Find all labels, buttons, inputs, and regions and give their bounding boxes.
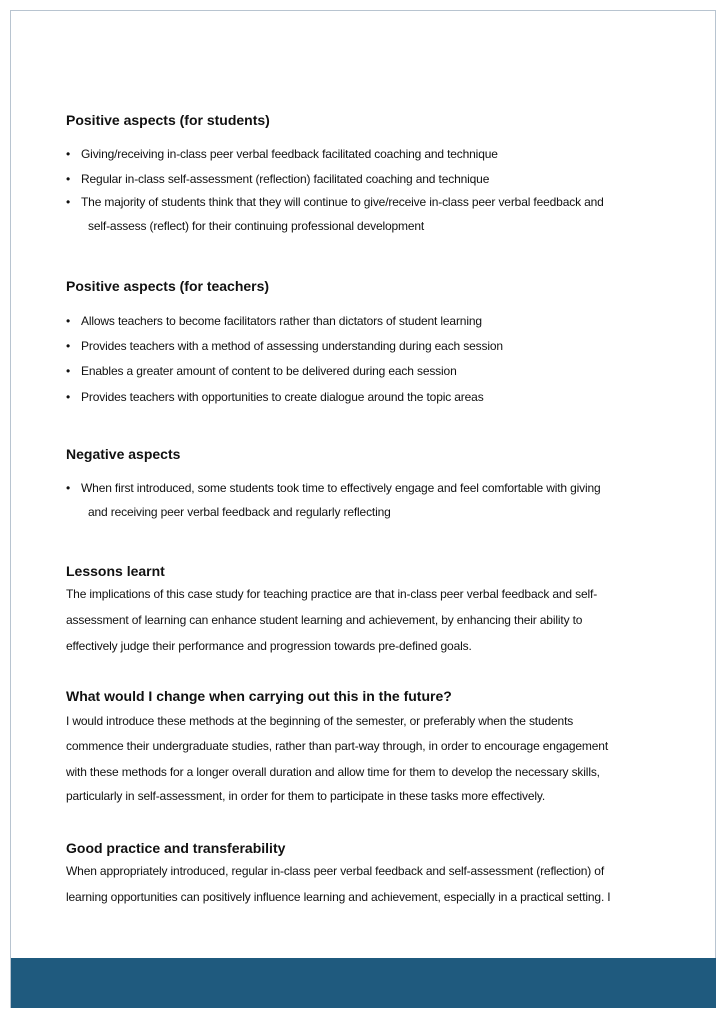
paragraph-line: particularly in self-assessment, in order for them to participate in these tasks more effectively. [66, 789, 546, 803]
bullet-mark: • [66, 172, 71, 186]
bullet-mark: • [66, 314, 71, 328]
paragraph-line: learning opportunities can positively influence learning and achievement, especially in a practical setting. I [66, 890, 611, 904]
paragraph-line: The implications of this case study for teaching practice are that in-class peer verbal feedback and self- [66, 587, 598, 601]
paragraph-line: with these methods for a longer overall duration and allow time for them to develop the necessary skills, [66, 765, 600, 779]
heading-negative-aspects: Negative aspects [66, 446, 181, 462]
heading-lessons-learnt: Lessons learnt [66, 563, 165, 579]
heading-positive-students: Positive aspects (for students) [66, 112, 270, 128]
paragraph-line: effectively judge their performance and progression towards pre-defined goals. [66, 639, 472, 653]
footer-band [11, 958, 716, 1008]
list-item-continuation: and receiving peer verbal feedback and regularly reflecting [88, 505, 391, 519]
bullet-mark: • [66, 481, 71, 495]
paragraph-line: When appropriately introduced, regular in-class peer verbal feedback and self-assessment (reflection) of [66, 864, 605, 878]
bullet-mark: • [66, 339, 71, 353]
heading-positive-teachers: Positive aspects (for teachers) [66, 278, 270, 294]
paragraph-line: commence their undergraduate studies, rather than part-way through, in order to encourage engagement [66, 739, 609, 753]
bullet-mark: • [66, 364, 71, 378]
bullet-mark: • [66, 390, 71, 404]
heading-what-would-i-change: What would I change when carrying out this in the future? [66, 688, 452, 704]
paragraph-line: I would introduce these methods at the beginning of the semester, or preferably when the students [66, 714, 574, 728]
paragraph-line: assessment of learning can enhance student learning and achievement, by enhancing their ability to [66, 613, 583, 627]
bullet-mark: • [66, 195, 71, 209]
list-item-continuation: self-assess (reflect) for their continuing professional development [88, 219, 425, 233]
heading-good-practice: Good practice and transferability [66, 840, 286, 856]
bullet-mark: • [66, 147, 71, 161]
